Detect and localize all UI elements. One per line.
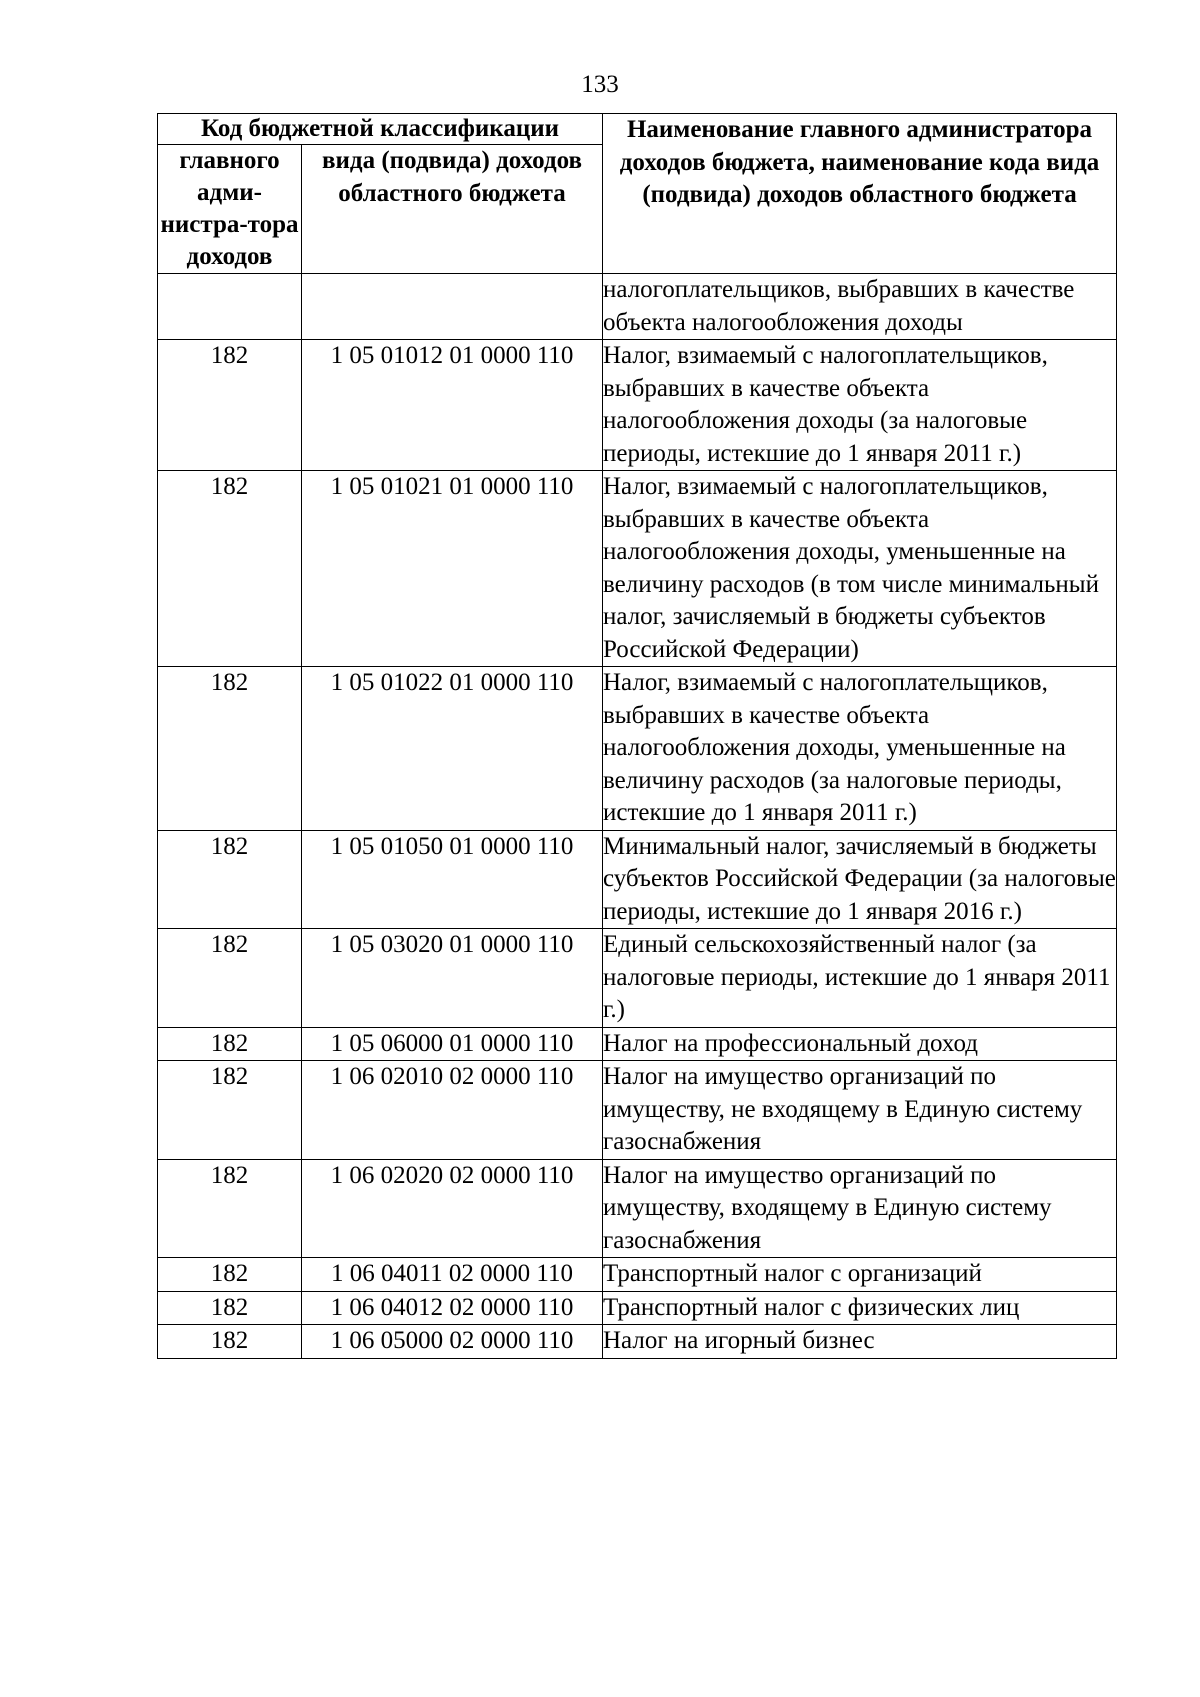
table-row <box>158 667 1117 831</box>
income-name-cell: Единый сельскохозяйственный налог (за налоговые периоды, истекшие до 1 января 2011 г.) <box>603 929 1117 1028</box>
income-code-cell: 1 05 06000 01 0000 110 <box>302 1027 603 1061</box>
income-code-cell: 1 05 03020 01 0000 110 <box>302 929 603 1028</box>
table-row <box>158 1291 1117 1325</box>
header-chief-administrator-code: главного адми-нистра-тора доходов <box>158 145 302 274</box>
income-name-cell: Налог, взимаемый с налогоплательщиков, выбравших в качестве объекта налогообложения доходы (за налоговые периоды, истекшие до 1 января 2011 г.) <box>603 340 1117 471</box>
income-code-cell <box>302 274 603 340</box>
admin-code-cell: 182 <box>158 1159 302 1258</box>
table-row <box>158 830 1117 929</box>
income-name-cell: налогоплательщиков, выбравших в качестве объекта налогообложения доходы <box>603 274 1117 340</box>
table-row <box>158 340 1117 471</box>
admin-code-cell: 182 <box>158 1325 302 1359</box>
income-name-cell: Налог, взимаемый с налогоплательщиков, выбравших в качестве объекта налогообложения доходы, уменьшенные на величину расходов (за налоговые периоды, истекшие до 1 января 2011 г.) <box>603 667 1117 831</box>
header-administrator-name: Наименование главного администратора доходов бюджета, наименование кода вида (подвида) доходов областного бюджета <box>603 114 1117 274</box>
income-code-cell: 1 06 04012 02 0000 110 <box>302 1291 603 1325</box>
admin-code-cell: 182 <box>158 830 302 929</box>
table-row <box>158 1027 1117 1061</box>
income-name-cell: Налог на игорный бизнес <box>603 1325 1117 1359</box>
table-body <box>158 274 1117 1359</box>
income-code-cell: 1 06 02010 02 0000 110 <box>302 1061 603 1160</box>
income-name-cell: Минимальный налог, зачисляемый в бюджеты субъектов Российской Федерации (за налоговые периоды, истекшие до 1 января 2016 г.) <box>603 830 1117 929</box>
table-row <box>158 1325 1117 1359</box>
income-code-cell: 1 06 04011 02 0000 110 <box>302 1258 603 1292</box>
admin-code-cell: 182 <box>158 929 302 1028</box>
income-name-cell: Налог на профессиональный доход <box>603 1027 1117 1061</box>
budget-classification-table <box>157 113 1117 1359</box>
admin-code-cell: 182 <box>158 1061 302 1160</box>
table-row <box>158 274 1117 340</box>
admin-code-cell: 182 <box>158 667 302 831</box>
admin-code-cell: 182 <box>158 471 302 667</box>
table-header <box>158 114 1117 274</box>
income-name-cell: Налог, взимаемый с налогоплательщиков, выбравших в качестве объекта налогообложения доходы, уменьшенные на величину расходов (в том числе минимальный налог, зачисляемый в бюджеты субъектов Российской Федерации) <box>603 471 1117 667</box>
income-name-cell: Транспортный налог с физических лиц <box>603 1291 1117 1325</box>
income-code-cell: 1 05 01022 01 0000 110 <box>302 667 603 831</box>
admin-code-cell: 182 <box>158 1258 302 1292</box>
income-code-cell: 1 06 02020 02 0000 110 <box>302 1159 603 1258</box>
admin-code-cell: 182 <box>158 1291 302 1325</box>
table-row <box>158 929 1117 1028</box>
income-name-cell: Налог на имущество организаций по имуществу, не входящему в Единую систему газоснабжения <box>603 1061 1117 1160</box>
header-income-type-code: вида (подвида) доходов областного бюджета <box>302 145 603 274</box>
income-code-cell: 1 05 01021 01 0000 110 <box>302 471 603 667</box>
income-code-cell: 1 05 01050 01 0000 110 <box>302 830 603 929</box>
income-code-cell: 1 06 05000 02 0000 110 <box>302 1325 603 1359</box>
table-row <box>158 1258 1117 1292</box>
income-name-cell: Транспортный налог с организаций <box>603 1258 1117 1292</box>
income-name-cell: Налог на имущество организаций по имуществу, входящему в Единую систему газоснабжения <box>603 1159 1117 1258</box>
table-row <box>158 1061 1117 1160</box>
admin-code-cell: 182 <box>158 1027 302 1061</box>
table-row <box>158 1159 1117 1258</box>
admin-code-cell: 182 <box>158 340 302 471</box>
income-code-cell: 1 05 01012 01 0000 110 <box>302 340 603 471</box>
header-budget-classification-code: Код бюджетной классификации <box>158 114 603 145</box>
page-number: 133 <box>581 71 619 98</box>
table-row <box>158 471 1117 667</box>
admin-code-cell <box>158 274 302 340</box>
